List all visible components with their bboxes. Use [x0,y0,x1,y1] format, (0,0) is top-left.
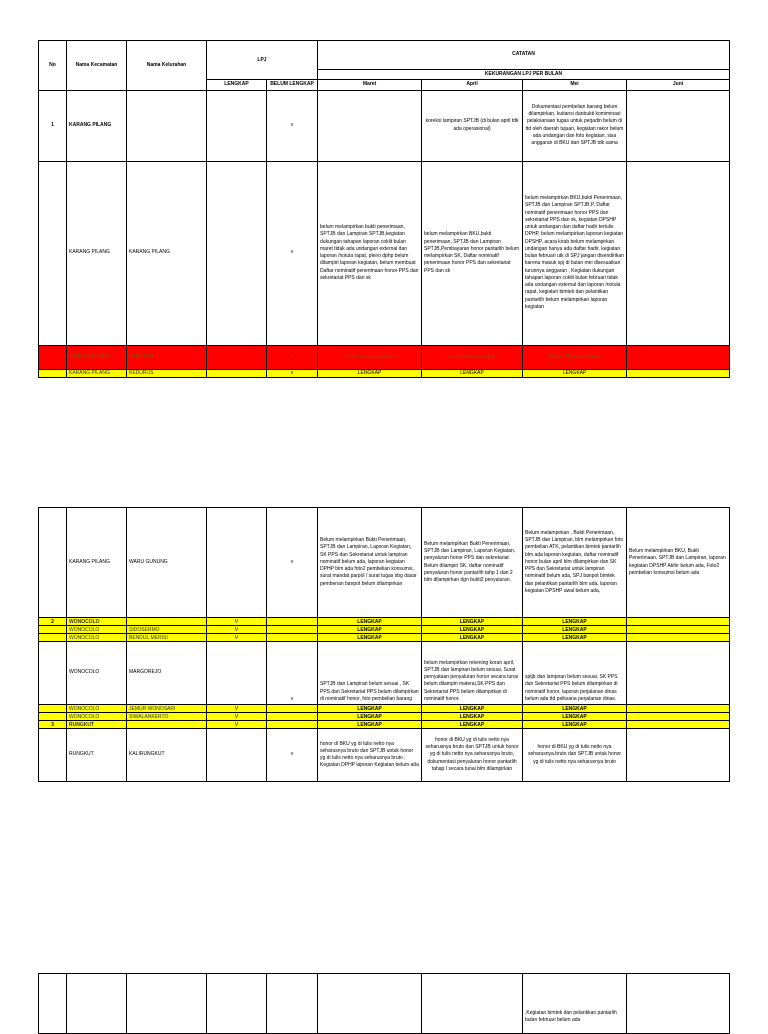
header-lpj: LPJ [207,41,318,80]
row-kelurahan: KEBRAON [127,345,207,369]
row-belum-lengkap: v [267,508,318,618]
row-maret: LENGKAP [318,705,422,713]
row-kecamatan [67,974,127,1034]
row-juni [627,974,730,1034]
row-belum-lengkap: v [267,369,318,377]
header-lengkap: LENGKAP [207,80,267,90]
row-no: 3 [39,721,67,729]
row-belum-lengkap [267,713,318,721]
row-kelurahan: KALIRUNGKUT [127,729,207,782]
row-no [39,161,67,345]
row-kecamatan: WONOCOLO [67,642,127,705]
table-row [39,705,730,713]
header-belum-lengkap: BELUM LENGKAP [267,80,318,90]
row-kelurahan: WARU GUNUNG [127,508,207,618]
row-april: LENGKAP [422,713,523,721]
row-no [39,642,67,705]
row-no [39,713,67,721]
row-mei: Belum Mengumpulkan [523,345,627,369]
lpj-table-section-3 [38,973,730,1034]
row-april: honor di BKU yg di tulis netto nya seharusnya bruto dan SPTJB untuk honor yg di tulis netto nya seharusnya bruto, dokumentasi penyaluran honor pantarlih tahap I secara tunai blm dilampirkan [422,729,523,782]
table-row [39,161,730,345]
row-kelurahan: SIDOSERMO [127,626,207,634]
row-no [39,729,67,782]
row-maret: Belum Mengumpulkan [318,345,422,369]
header-catatan: CATATAN [318,41,730,70]
row-kecamatan: KARANG PILANG [67,90,127,161]
row-kelurahan: SIWALANKERTO [127,713,207,721]
row-kecamatan: WONOCOLO [67,634,127,642]
row-lengkap [207,508,267,618]
row-belum-lengkap [267,618,318,626]
row-kecamatan: KARANG PILANG [67,508,127,618]
row-juni [627,642,730,705]
row-maret: SPTJB dan Lampiran belum sesuai , SK PPS dan Sekretariat PPS belum dilampirkan di nominatif honor, foto pembelian barang [318,642,422,705]
row-kecamatan: KARANG PILANG [67,345,127,369]
row-april: belum melampirkan BKU,bukti penerimaan, SPTJB dan Lampiran SPTJB,Pembayaran honor pantarlih belum melampirkan SK, Daftar nominatif penerimaan honor PPS dan sekretariat PPS dan sk [422,161,523,345]
row-kecamatan: KARANG PILANG [67,161,127,345]
header-kekurangan: KEKURANGAN LPJ PER BULAN [318,70,730,80]
row-mei: honor di BKU yg di tulis netto nya seharusnya bruto dan SPTJB untuk honor yg di tulis netto nya seharusnya bruto [523,729,627,782]
row-april: LENGKAP [422,721,523,729]
row-juni [627,345,730,369]
row-juni [627,618,730,626]
row-kelurahan: KEDURUS [127,369,207,377]
row-maret: LENGKAP [318,634,422,642]
table-row [39,369,730,377]
row-maret [318,90,422,161]
header-mei: Mei [523,80,627,90]
row-kecamatan: RUNGKUT [67,729,127,782]
header-kelurahan: Nama Kelurahan [127,41,207,91]
header-april: April [422,80,523,90]
row-mei: LENGKAP [523,634,627,642]
row-maret: belum melampirkan bukti penerimaan, SPTJB dan Lampiran SPTJB,kegiatan dukungan tahapan laporan coklit bulan maret tidak ada undangan external dan laporan /notula rapat, pleno dphp belum dilampiri laporan kegiatan, belum membuat Daftar nominatif penerimaan honor PPS dan sekretariat PPS dan sk [318,161,422,345]
row-maret [318,974,422,1034]
row-lengkap: V [207,626,267,634]
row-kelurahan [127,618,207,626]
row-mei: Belum melampirkan , Bukti Penerimaan, SPTJB dan Lampiran, blm melampirkan foto pembelian ATK, pelantikan bimtek pantarlih blm ada laporan kegiatan, daftar nominatif honor bulan april blm dilampirkan dan SK PPS dan Sekretariat untuk lampiran nominatif belum ada, SPJ banpot bimtek dan pelantikan pantarlih blm ada, laporan kegiatan DPSHP awal belum ada, [523,508,627,618]
table-row [39,729,730,782]
row-juni: Belum melampirkan BKU, Bukti Penerimaan, SPTJB dan Lampiran, laporan kegiatan DPSHP Akhir belum ada, Foto2 pembelian konsumsi belum ada [627,508,730,618]
row-lengkap: V [207,713,267,721]
table-row [39,642,730,705]
table-row [39,626,730,634]
row-mei: LENGKAP [523,721,627,729]
row-lengkap [207,642,267,705]
row-belum-lengkap [267,974,318,1034]
row-kecamatan: WONOCOLO [67,618,127,626]
row-lengkap: V [207,634,267,642]
row-lengkap [207,974,267,1034]
row-mei: sptjb dan lampiran belum sesuai, SK PPS dan Sekretariat PPS belum dilampirkan di nominatif honor, laporan perjalanan dinas belum ada ttd pelksana perjalanan dinas. [523,642,627,705]
header-kecamatan: Nama Kecamatan [67,41,127,91]
row-belum-lengkap: v [267,90,318,161]
row-belum-lengkap [267,634,318,642]
table-row [39,345,730,369]
header-no: No [39,41,67,91]
row-april [422,974,523,1034]
table-row [39,618,730,626]
row-kelurahan: BENDUL MERISI [127,634,207,642]
table-row [39,90,730,161]
lpj-table-section-1 [38,40,730,378]
row-mei: LENGKAP [523,618,627,626]
row-lengkap [207,369,267,377]
row-belum-lengkap [267,721,318,729]
row-lengkap [207,161,267,345]
row-mei: ,Kegiatan bimtek dan pelantikan pantarlih bulan februari belum ada [523,974,627,1034]
row-juni [627,634,730,642]
row-juni [627,369,730,377]
row-juni [627,161,730,345]
row-maret: Belum melampirkan Bukti Penerimaan, SPTJB dan Lampiran, Laporan Kegiatan, SK PPS dan Sekretariat untuk lampiran nominatif belum ada, laporan kegiatan DPHP blm ada foto2 pembelian konsumsi, surat mandat parpol / surat tugas sbg dasar pemberian banpot belum dilampirkan [318,508,422,618]
row-april: Belum melampirkan Bukti Penerimaan, SPTJB dan Lampiran, Laporan Kegiatan, penyaluran honor PPS dan sekretariat Belum dilampiri SK, daftar nominatif penyaluran honor pantarlih tahp 1 dan 2 blm dilampirkan dgn bukti2 penyaluran. [422,508,523,618]
row-juni [627,721,730,729]
row-mei: LENGKAP [523,626,627,634]
row-maret: LENGKAP [318,721,422,729]
row-april: Belum Mengumpulkan [422,345,523,369]
table-row [39,974,730,1034]
row-juni [627,729,730,782]
row-lengkap: V [207,618,267,626]
header-maret: Maret [318,80,422,90]
row-kecamatan: WONOCOLO [67,713,127,721]
row-april: LENGKAP [422,369,523,377]
row-no [39,634,67,642]
row-kelurahan [127,90,207,161]
row-no: 1 [39,90,67,161]
row-kecamatan: KARANG PILANG [67,369,127,377]
lpj-table-section-2 [38,507,730,782]
row-april: LENGKAP [422,634,523,642]
row-belum-lengkap [267,626,318,634]
row-kelurahan [127,974,207,1034]
row-mei: LENGKAP [523,369,627,377]
row-juni [627,626,730,634]
row-lengkap: V [207,721,267,729]
row-no: 2 [39,618,67,626]
row-mei: LENGKAP [523,705,627,713]
row-juni [627,713,730,721]
row-lengkap [207,345,267,369]
row-april: koreksi lampiran SPTJB (di bulan april tdk ada operasional) [422,90,523,161]
row-lengkap [207,729,267,782]
row-no [39,369,67,377]
row-maret: LENGKAP [318,626,422,634]
row-kelurahan: MARGOREJO [127,642,207,705]
row-belum-lengkap: v [267,729,318,782]
row-belum-lengkap [267,705,318,713]
table-row [39,721,730,729]
row-kelurahan: KARANG PILANG [127,161,207,345]
row-kecamatan: WONOCOLO [67,626,127,634]
row-lengkap [207,90,267,161]
row-mei: Dokumentasi pembelian barang belum dilampirkan, kuitansi danbukti komiminasi pelaksanaan tugas untuk perjadin belum di ttd oleh daerah tujuan, kegiatan rakor belum ada undangan dan foto kegiatan, sisa anggaran di BKU dan SPTJB tdk sama [523,90,627,161]
row-belum-lengkap: v [267,345,318,369]
row-april: LENGKAP [422,705,523,713]
row-juni [627,705,730,713]
row-kelurahan [127,721,207,729]
header-juni: Juni [627,80,730,90]
row-maret: LENGKAP [318,713,422,721]
table-row [39,508,730,618]
row-no [39,345,67,369]
row-maret: honor di BKU yg di tulis netto nya seharusnya bruto dan SPTJB untuk honor yg di tulis netto nya seharusnya bruto , Kegiatan DPHP laporan Kegiatan belum ada [318,729,422,782]
row-april: LENGKAP [422,618,523,626]
table-row [39,713,730,721]
row-no [39,508,67,618]
row-belum-lengkap: v [267,642,318,705]
table-row [39,634,730,642]
row-kecamatan: RUNGKUT [67,721,127,729]
row-no [39,626,67,634]
row-no [39,974,67,1034]
row-juni [627,90,730,161]
row-april: LENGKAP [422,626,523,634]
row-maret: LENGKAP [318,369,422,377]
row-kecamatan: WONOCOLO [67,705,127,713]
row-no [39,705,67,713]
row-kelurahan: JEMUR WONOSARI [127,705,207,713]
row-maret: LENGKAP [318,618,422,626]
row-mei: belum melampirkan BKU,bukti Penerimaan, SPTJB dan Lampiran SPTJB,P, Daftar nominatif penerimaan honor PPS dan sekretariat PPS dan sk, kegiatan DPSHP untuk undangan dan daftar hadir tertulis DPHP, belum melampirkan laporan kegiatan DPSHP, acara kirab belum melampirkan undangan hanya ada daftar hadir, kegiatan bulan februari utk di SPJ jangan disendirikan karena masuk spj di bulan mei disesuaikan turunnya anggaran , Kegiatan dukungan tahapan laporan coklit bulan februari tidak ada undangan external dan laporan /notula rapat, kegiatan bimtek dan pelantikan pantarlih belum melampirkan laporan kegiatan [523,161,627,345]
row-mei: LENGKAP [523,713,627,721]
row-april: belum melampirkan rekening koran april, SPTJB dan lampiran belum sesuai, Surat pernyataan penyaluran honor secara tunai belum dilampiri materai,SK PPS dan Sekretariat PPS belum dilampirkan di nominatif honor. [422,642,523,705]
row-lengkap: V [207,705,267,713]
row-belum-lengkap: v [267,161,318,345]
